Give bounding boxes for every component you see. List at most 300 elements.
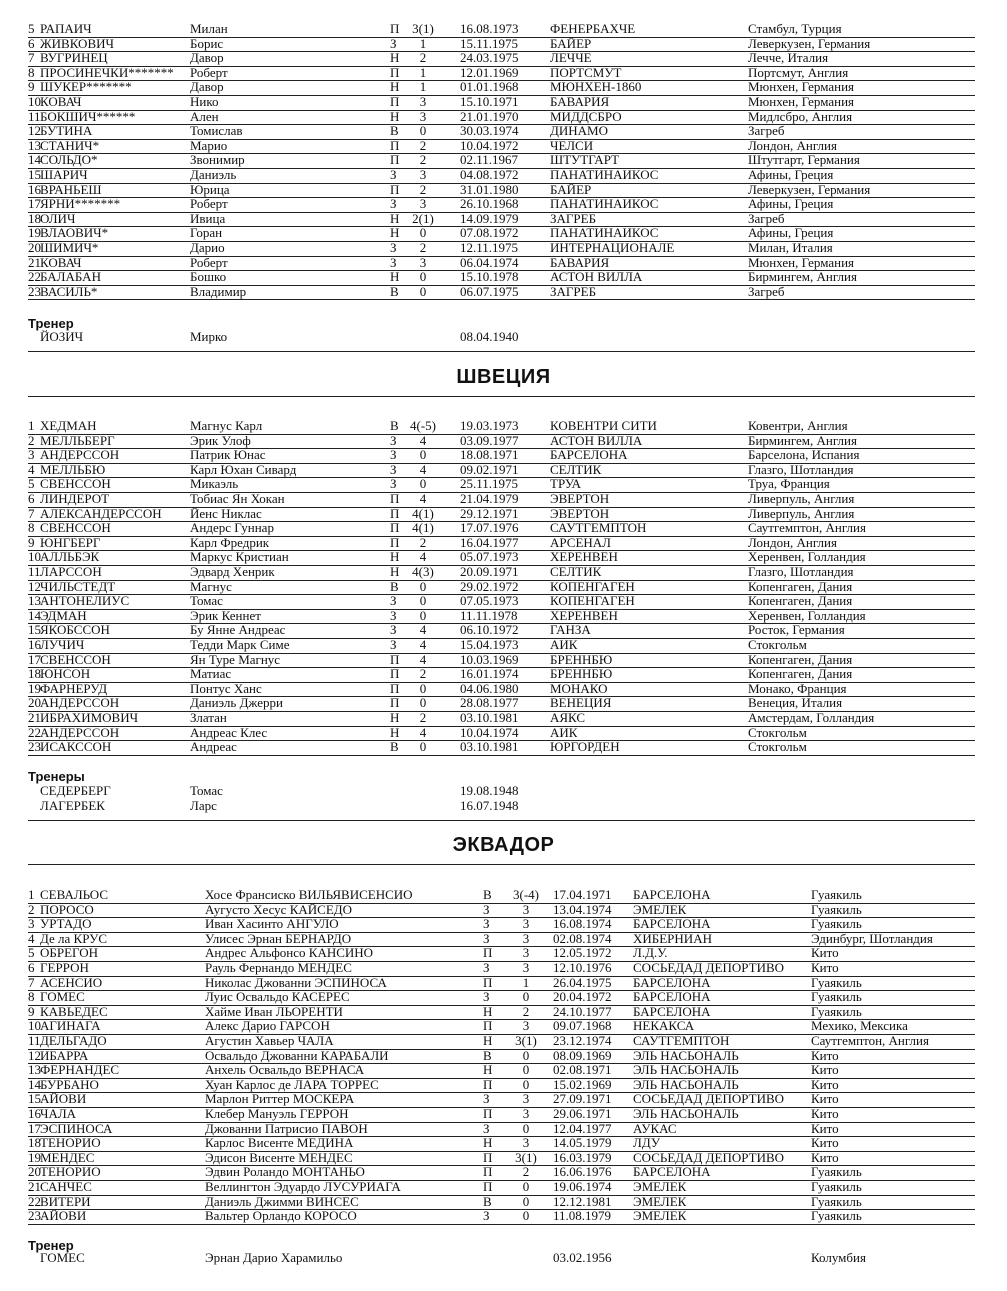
player-position: П bbox=[483, 1076, 493, 1092]
player-position: З bbox=[390, 593, 397, 609]
player-club-city: Стокгольм bbox=[748, 637, 807, 652]
sweden-coaches-label: Тренеры bbox=[28, 769, 85, 784]
player-caps: 3 bbox=[522, 1106, 530, 1121]
player-surname: БУТИНА bbox=[40, 123, 93, 139]
player-first-name: Ален bbox=[190, 108, 219, 124]
player-first-name: Понтус Ханс bbox=[190, 680, 262, 696]
player-position: Н bbox=[483, 1135, 493, 1151]
player-number: 16 bbox=[28, 1106, 41, 1121]
player-surname: УРТАДО bbox=[40, 916, 92, 932]
player-club-city: Кито bbox=[811, 1149, 839, 1165]
player-first-name: Горан bbox=[190, 225, 223, 241]
player-club: МОНАКО bbox=[550, 680, 608, 696]
player-birth-date: 20.04.1972 bbox=[553, 989, 612, 1005]
player-club: ЗАГРЕБ bbox=[550, 283, 597, 299]
player-club-city: Ливерпуль, Англия bbox=[748, 505, 855, 521]
player-number: 2 bbox=[28, 432, 35, 448]
player-surname: ОБРЕГОН bbox=[40, 945, 98, 961]
player-caps: 2 bbox=[419, 666, 427, 682]
player-first-name: Борис bbox=[190, 35, 224, 51]
player-number: 21 bbox=[28, 254, 41, 270]
player-position: В bbox=[390, 418, 399, 433]
player-position: З bbox=[483, 1208, 490, 1224]
player-club: ЭВЕРТОН bbox=[550, 505, 610, 521]
player-position: Н bbox=[390, 210, 400, 226]
player-surname: ИСАКССОН bbox=[40, 739, 112, 755]
player-number: 16 bbox=[28, 637, 41, 652]
player-first-name: Тедди Марк Симе bbox=[190, 637, 290, 652]
player-club-city: Кито bbox=[811, 960, 839, 975]
player-first-name: Милан bbox=[190, 21, 228, 36]
player-caps: 3 bbox=[419, 94, 427, 109]
player-club-city: Мюнхен, Германия bbox=[748, 254, 855, 270]
player-caps: 0 bbox=[419, 607, 427, 623]
player-caps: 0 bbox=[522, 1179, 530, 1194]
player-first-name: Иван Хасинто АНГУЛО bbox=[205, 916, 339, 932]
player-club: ПОРТСМУТ bbox=[550, 64, 622, 80]
coach-first-name: Томас bbox=[190, 783, 223, 798]
coach-surname: ГОМЕС bbox=[40, 1250, 85, 1265]
player-position: П bbox=[390, 680, 400, 696]
player-number: 13 bbox=[28, 1062, 41, 1078]
player-surname: АСЕНСИО bbox=[40, 974, 103, 990]
player-caps: 0 bbox=[419, 680, 427, 696]
player-birth-date: 12.11.1975 bbox=[460, 240, 519, 255]
player-number: 19 bbox=[28, 680, 41, 696]
player-club-city: Кито bbox=[811, 1091, 839, 1107]
player-birth-date: 12.12.1981 bbox=[553, 1193, 612, 1209]
player-club-city: Гуаякиль bbox=[811, 916, 862, 932]
player-surname: КАВЬЕДЕС bbox=[40, 1003, 108, 1019]
player-birth-date: 24.10.1977 bbox=[553, 1003, 612, 1019]
player-position: З bbox=[390, 607, 397, 623]
player-number: 4 bbox=[28, 930, 35, 946]
player-birth-date: 21.04.1979 bbox=[460, 491, 519, 506]
player-first-name: Хайме Иван ЛЬОРЕНТИ bbox=[205, 1003, 343, 1019]
player-birth-date: 26.10.1968 bbox=[460, 196, 519, 212]
player-birth-date: 19.06.1974 bbox=[553, 1179, 612, 1194]
player-birth-date: 02.11.1967 bbox=[460, 152, 519, 168]
player-surname: АЛЕКСАНДЕРССОН bbox=[40, 505, 162, 521]
player-number: 8 bbox=[28, 64, 35, 80]
player-club: САУТГЕМПТОН bbox=[550, 520, 647, 536]
player-number: 13 bbox=[28, 137, 41, 153]
player-club-city: Лечче, Италия bbox=[748, 50, 829, 66]
player-club: КОПЕНГАГЕН bbox=[550, 578, 635, 594]
player-club: ЭВЕРТОН bbox=[550, 491, 610, 506]
player-surname: ЧИЛЬСТЕДТ bbox=[40, 578, 116, 594]
player-club: ФЕНЕРБАХЧЕ bbox=[550, 21, 636, 36]
player-position: З bbox=[390, 637, 397, 652]
player-birth-date: 06.04.1974 bbox=[460, 254, 519, 270]
player-club: БАВАРИЯ bbox=[550, 94, 610, 109]
player-birth-date: 11.11.1978 bbox=[460, 607, 518, 623]
player-birth-date: 17.07.1976 bbox=[460, 520, 519, 536]
player-club: АИК bbox=[550, 724, 578, 740]
player-number: 11 bbox=[28, 1033, 41, 1048]
player-first-name: Марио bbox=[190, 137, 228, 153]
player-number: 18 bbox=[28, 1135, 41, 1151]
player-first-name: Ивица bbox=[190, 210, 226, 226]
player-club-city: Стокгольм bbox=[748, 739, 807, 755]
player-club: ЭЛЬ НАСЬОНАЛЬ bbox=[633, 1076, 739, 1092]
player-club-city: Гуаякиль bbox=[811, 974, 862, 990]
player-club-city: Стокгольм bbox=[748, 724, 807, 740]
player-caps: 2(1) bbox=[412, 210, 434, 226]
player-birth-date: 20.09.1971 bbox=[460, 564, 519, 579]
player-first-name: Карлос Висенте МЕДИНА bbox=[205, 1135, 354, 1151]
player-club: ЭМЕЛЕК bbox=[633, 1179, 687, 1194]
player-club: БАРСЕЛОНА bbox=[633, 887, 711, 902]
player-first-name: Бу Янне Андреас bbox=[190, 622, 286, 638]
player-club: БРЕННБЮ bbox=[550, 666, 613, 682]
player-surname: ЭСПИНОСА bbox=[40, 1120, 113, 1136]
player-birth-date: 05.07.1973 bbox=[460, 549, 519, 565]
player-first-name: Давор bbox=[190, 79, 224, 95]
player-caps: 3(1) bbox=[412, 21, 434, 36]
player-position: В bbox=[483, 1193, 492, 1209]
player-caps: 3 bbox=[522, 1018, 530, 1034]
player-birth-date: 01.01.1968 bbox=[460, 79, 519, 95]
player-first-name: Андрес Альфонсо КАНСИНО bbox=[205, 945, 374, 961]
player-surname: РАПАИЧ bbox=[40, 21, 92, 36]
player-position: З bbox=[483, 901, 490, 917]
player-club-city: Венеция, Италия bbox=[748, 695, 843, 711]
player-number: 22 bbox=[28, 724, 41, 740]
player-club: АУКАС bbox=[633, 1120, 677, 1136]
player-number: 14 bbox=[28, 152, 41, 168]
player-first-name: Даниэль Джимми ВИНСЕС bbox=[205, 1193, 359, 1209]
player-number: 19 bbox=[28, 225, 41, 241]
player-position: Н bbox=[390, 108, 400, 124]
player-number: 7 bbox=[28, 505, 35, 521]
player-club-city: Кито bbox=[811, 1120, 839, 1136]
player-caps: 3 bbox=[522, 916, 530, 932]
player-caps: 2 bbox=[419, 137, 427, 153]
player-first-name: Джованни Патрисио ПАВОН bbox=[205, 1120, 368, 1136]
player-caps: 1 bbox=[522, 974, 530, 990]
player-club: СОСЬЕДАД ДЕПОРТИВО bbox=[633, 1091, 785, 1107]
player-surname: ВИТЕРИ bbox=[40, 1193, 91, 1209]
player-club: АИК bbox=[550, 637, 578, 652]
player-caps: 4 bbox=[419, 651, 427, 667]
player-surname: ВРАНЬЕШ bbox=[40, 181, 102, 197]
player-club: МИДДСБРО bbox=[550, 108, 622, 124]
player-club: БАВАРИЯ bbox=[550, 254, 610, 270]
player-position: П bbox=[483, 1179, 493, 1194]
player-position: З bbox=[390, 254, 397, 270]
coach-surname: ЛАГЕРБЕК bbox=[40, 797, 105, 813]
coach-row bbox=[28, 1251, 975, 1265]
player-birth-date: 23.12.1974 bbox=[553, 1033, 612, 1048]
player-first-name: Веллингтон Эдуардо ЛУСУРИАГА bbox=[205, 1179, 401, 1194]
player-number: 15 bbox=[28, 1091, 41, 1107]
player-number: 9 bbox=[28, 1003, 35, 1019]
player-birth-date: 12.01.1969 bbox=[460, 64, 519, 80]
player-surname: ХЕДМАН bbox=[40, 418, 97, 433]
player-position: В bbox=[483, 887, 492, 902]
player-number: 7 bbox=[28, 974, 35, 990]
player-birth-date: 25.11.1975 bbox=[460, 476, 519, 492]
player-caps: 0 bbox=[419, 447, 427, 463]
player-position: З bbox=[390, 432, 397, 448]
player-caps: 0 bbox=[522, 1120, 530, 1136]
coach-surname: ЙОЗИЧ bbox=[40, 329, 84, 344]
player-club: ЗАГРЕБ bbox=[550, 210, 597, 226]
player-club: ЭЛЬ НАСЬОНАЛЬ bbox=[633, 1047, 739, 1063]
player-position: З bbox=[390, 622, 397, 638]
player-club: ЭМЕЛЕК bbox=[633, 1193, 687, 1209]
section-divider bbox=[28, 864, 975, 865]
player-club-city: Афины, Греция bbox=[748, 225, 834, 241]
player-birth-date: 31.01.1980 bbox=[460, 181, 519, 197]
player-number: 10 bbox=[28, 549, 41, 565]
player-caps: 0 bbox=[522, 1193, 530, 1209]
sweden-section-title: ШВЕЦИЯ bbox=[456, 366, 551, 388]
player-club: ВЕНЕЦИЯ bbox=[550, 695, 612, 711]
player-first-name: Клебер Мануэль ГЕРРОН bbox=[205, 1106, 349, 1121]
player-surname: ЯРНИ******* bbox=[40, 196, 121, 212]
player-surname: ТЕНОРИО bbox=[40, 1135, 101, 1151]
player-number: 6 bbox=[28, 491, 35, 506]
player-club-city: Гуаякиль bbox=[811, 989, 862, 1005]
player-caps: 3(1) bbox=[515, 1033, 537, 1048]
player-number: 23 bbox=[28, 739, 41, 755]
player-birth-date: 15.11.1975 bbox=[460, 35, 519, 51]
player-caps: 0 bbox=[419, 476, 427, 492]
player-club: ХИБЕРНИАН bbox=[633, 930, 712, 946]
player-club: ЭМЕЛЕК bbox=[633, 901, 687, 917]
player-club-city: Кито bbox=[811, 1076, 839, 1092]
player-surname: ШУКЕР******* bbox=[40, 79, 132, 95]
player-club-city: Эдинбург, Шотландия bbox=[811, 930, 933, 946]
player-position: З bbox=[390, 476, 397, 492]
player-number: 23 bbox=[28, 1208, 41, 1224]
coach-birth-date: 03.02.1956 bbox=[553, 1250, 612, 1265]
player-club-city: Ливерпуль, Англия bbox=[748, 491, 855, 506]
player-first-name: Марлон Риттер МОСКЕРА bbox=[205, 1091, 355, 1107]
player-first-name: Эрик Улоф bbox=[190, 432, 251, 448]
player-club: САУТГЕМПТОН bbox=[633, 1033, 730, 1048]
player-surname: КОВАЧ bbox=[40, 94, 82, 109]
player-birth-date: 15.10.1971 bbox=[460, 94, 519, 109]
player-birth-date: 03.10.1981 bbox=[460, 739, 519, 755]
player-club: СОСЬЕДАД ДЕПОРТИВО bbox=[633, 960, 785, 975]
player-club: ИНТЕРНАЦИОНАЛЕ bbox=[550, 240, 675, 255]
player-number: 12 bbox=[28, 123, 41, 139]
player-first-name: Аугусто Хесус КАЙСЕДО bbox=[205, 901, 353, 917]
player-number: 17 bbox=[28, 651, 41, 667]
player-birth-date: 07.05.1973 bbox=[460, 593, 519, 609]
coach-first-name: Ларс bbox=[190, 797, 217, 813]
player-surname: ВУГРИНЕЦ bbox=[40, 50, 108, 66]
player-club-city: Саутгемптон, Англия bbox=[748, 520, 866, 536]
player-surname: ФЕРНАНДЕС bbox=[40, 1062, 120, 1078]
player-caps: 4 bbox=[419, 432, 427, 448]
player-position: П bbox=[390, 651, 400, 667]
player-club-city: Милан, Италия bbox=[748, 240, 833, 255]
player-caps: 3 bbox=[522, 901, 530, 917]
player-surname: СВЕНССОН bbox=[40, 476, 111, 492]
player-number: 14 bbox=[28, 607, 41, 623]
player-number: 19 bbox=[28, 1149, 41, 1165]
player-caps: 3 bbox=[419, 254, 427, 270]
player-position: З bbox=[483, 960, 490, 975]
player-position: Н bbox=[390, 724, 400, 740]
player-number: 4 bbox=[28, 461, 35, 477]
player-row bbox=[28, 285, 975, 301]
player-first-name: Йенс Никлас bbox=[190, 505, 262, 521]
player-birth-date: 27.09.1971 bbox=[553, 1091, 612, 1107]
player-number: 20 bbox=[28, 240, 41, 255]
player-club: ЛЕЧЧЕ bbox=[550, 50, 592, 66]
player-caps: 3 bbox=[522, 960, 530, 975]
player-number: 11 bbox=[28, 108, 41, 124]
player-birth-date: 16.06.1976 bbox=[553, 1164, 612, 1180]
player-caps: 2 bbox=[522, 1164, 530, 1180]
player-birth-date: 06.10.1972 bbox=[460, 622, 519, 638]
player-number: 8 bbox=[28, 520, 35, 536]
player-club: КОВЕНТРИ СИТИ bbox=[550, 418, 657, 433]
player-row bbox=[28, 1209, 975, 1225]
player-surname: СВЕНССОН bbox=[40, 520, 111, 536]
player-surname: АНДЕРССОН bbox=[40, 447, 120, 463]
player-position: Н bbox=[390, 50, 400, 66]
player-position: П bbox=[390, 695, 400, 711]
player-caps: 0 bbox=[419, 225, 427, 241]
player-surname: АНДЕРССОН bbox=[40, 695, 120, 711]
player-surname: АЙОВИ bbox=[40, 1091, 87, 1107]
player-surname: СТАНИЧ* bbox=[40, 137, 100, 153]
player-club-city: Афины, Греция bbox=[748, 167, 834, 182]
player-number: 3 bbox=[28, 447, 35, 463]
player-surname: ЛАРССОН bbox=[40, 564, 102, 579]
player-surname: СЕВАЛЬОС bbox=[40, 887, 109, 902]
player-birth-date: 06.07.1975 bbox=[460, 283, 519, 299]
player-club: БАРСЕЛОНА bbox=[550, 447, 628, 463]
player-position: Н bbox=[390, 564, 400, 579]
player-club: ЮРГОРДЕН bbox=[550, 739, 620, 755]
player-position: П bbox=[390, 505, 400, 521]
player-club-city: Бирмингем, Англия bbox=[748, 432, 857, 448]
player-first-name: Эдисон Висенте МЕНДЕС bbox=[205, 1149, 353, 1165]
player-birth-date: 04.06.1980 bbox=[460, 680, 519, 696]
player-position: В bbox=[390, 739, 399, 755]
player-club-city: Мюнхен, Германия bbox=[748, 79, 855, 95]
player-first-name: Роберт bbox=[190, 64, 228, 80]
player-first-name: Давор bbox=[190, 50, 224, 66]
player-club: СОСЬЕДАД ДЕПОРТИВО bbox=[633, 1149, 785, 1165]
player-number: 15 bbox=[28, 622, 41, 638]
player-first-name: Вальтер Орландо КОРОСО bbox=[205, 1208, 357, 1224]
player-position: П bbox=[483, 1149, 493, 1165]
player-birth-date: 21.01.1970 bbox=[460, 108, 519, 124]
player-club: АСТОН ВИЛЛА bbox=[550, 269, 643, 285]
player-club-city: Кито bbox=[811, 1062, 839, 1078]
player-first-name: Освальдо Джованни КАРАБАЛИ bbox=[205, 1047, 389, 1063]
player-club-city: Лондон, Англия bbox=[748, 534, 837, 550]
player-caps: 0 bbox=[522, 1062, 530, 1078]
player-caps: 0 bbox=[419, 593, 427, 609]
player-first-name: Микаэль bbox=[190, 476, 239, 492]
player-position: З bbox=[483, 1091, 490, 1107]
section-divider bbox=[28, 820, 975, 821]
player-number: 1 bbox=[28, 418, 35, 433]
ecuador-coach-label: Тренер bbox=[28, 1238, 74, 1253]
player-club: ГАНЗА bbox=[550, 622, 591, 638]
player-caps: 4 bbox=[419, 491, 427, 506]
player-caps: 1 bbox=[419, 79, 427, 95]
player-number: 23 bbox=[28, 283, 41, 299]
player-club-city: Бирмингем, Англия bbox=[748, 269, 857, 285]
player-first-name: Магнус bbox=[190, 578, 232, 594]
player-number: 6 bbox=[28, 35, 35, 51]
player-birth-date: 16.04.1977 bbox=[460, 534, 519, 550]
player-club: БАРСЕЛОНА bbox=[633, 1164, 711, 1180]
player-birth-date: 16.03.1979 bbox=[553, 1149, 612, 1165]
player-surname: ШАРИЧ bbox=[40, 167, 88, 182]
player-surname: ПРОСИНЕЧКИ******* bbox=[40, 64, 174, 80]
player-club: МЮНХЕН-1860 bbox=[550, 79, 642, 95]
player-number: 17 bbox=[28, 196, 41, 212]
player-number: 11 bbox=[28, 564, 41, 579]
player-club: БАРСЕЛОНА bbox=[633, 989, 711, 1005]
player-number: 22 bbox=[28, 269, 41, 285]
player-position: В bbox=[483, 1047, 492, 1063]
player-birth-date: 15.10.1978 bbox=[460, 269, 519, 285]
player-surname: МЕЛЛЬБЮ bbox=[40, 461, 106, 477]
player-position: П bbox=[390, 666, 400, 682]
player-club-city: Гуаякиль bbox=[811, 901, 862, 917]
player-birth-date: 16.01.1974 bbox=[460, 666, 519, 682]
player-birth-date: 14.05.1979 bbox=[553, 1135, 612, 1151]
player-number: 20 bbox=[28, 1164, 41, 1180]
coach-row bbox=[28, 784, 975, 798]
player-club-city: Копенгаген, Дания bbox=[748, 578, 853, 594]
player-club-city: Кито bbox=[811, 1047, 839, 1063]
player-club: СЕЛТИК bbox=[550, 461, 602, 477]
player-surname: САНЧЕС bbox=[40, 1179, 92, 1194]
player-first-name: Агустин Хавьер ЧАЛА bbox=[205, 1033, 334, 1048]
player-club: Л.Д.У. bbox=[633, 945, 668, 961]
player-surname: ЮНСОН bbox=[40, 666, 91, 682]
player-position: П bbox=[390, 94, 400, 109]
player-first-name: Улисес Эрнан БЕРНАРДО bbox=[205, 930, 352, 946]
player-position: Н bbox=[483, 1033, 493, 1048]
player-first-name: Владимир bbox=[190, 283, 247, 299]
player-club: ШТУТГАРТ bbox=[550, 152, 620, 168]
player-club: ЛДУ bbox=[633, 1135, 661, 1151]
player-position: П bbox=[483, 1018, 493, 1034]
player-first-name: Роберт bbox=[190, 254, 228, 270]
player-surname: СВЕНССОН bbox=[40, 651, 111, 667]
player-birth-date: 11.08.1979 bbox=[553, 1208, 612, 1224]
player-club: ДИНАМО bbox=[550, 123, 608, 139]
player-caps: 2 bbox=[419, 710, 427, 725]
player-caps: 2 bbox=[522, 1003, 530, 1019]
player-birth-date: 16.08.1973 bbox=[460, 21, 519, 36]
player-caps: 0 bbox=[522, 1076, 530, 1092]
player-surname: ВЛАОВИЧ* bbox=[40, 225, 109, 241]
player-position: В bbox=[390, 283, 399, 299]
section-divider bbox=[28, 351, 975, 352]
player-club: БАЙЕР bbox=[550, 181, 592, 197]
player-club-city: Росток, Германия bbox=[748, 622, 845, 638]
player-club: ХЕРЕНВЕН bbox=[550, 549, 618, 565]
player-birth-date: 03.10.1981 bbox=[460, 710, 519, 725]
player-surname: ЯКОБССОН bbox=[40, 622, 110, 638]
player-position: З bbox=[483, 930, 490, 946]
